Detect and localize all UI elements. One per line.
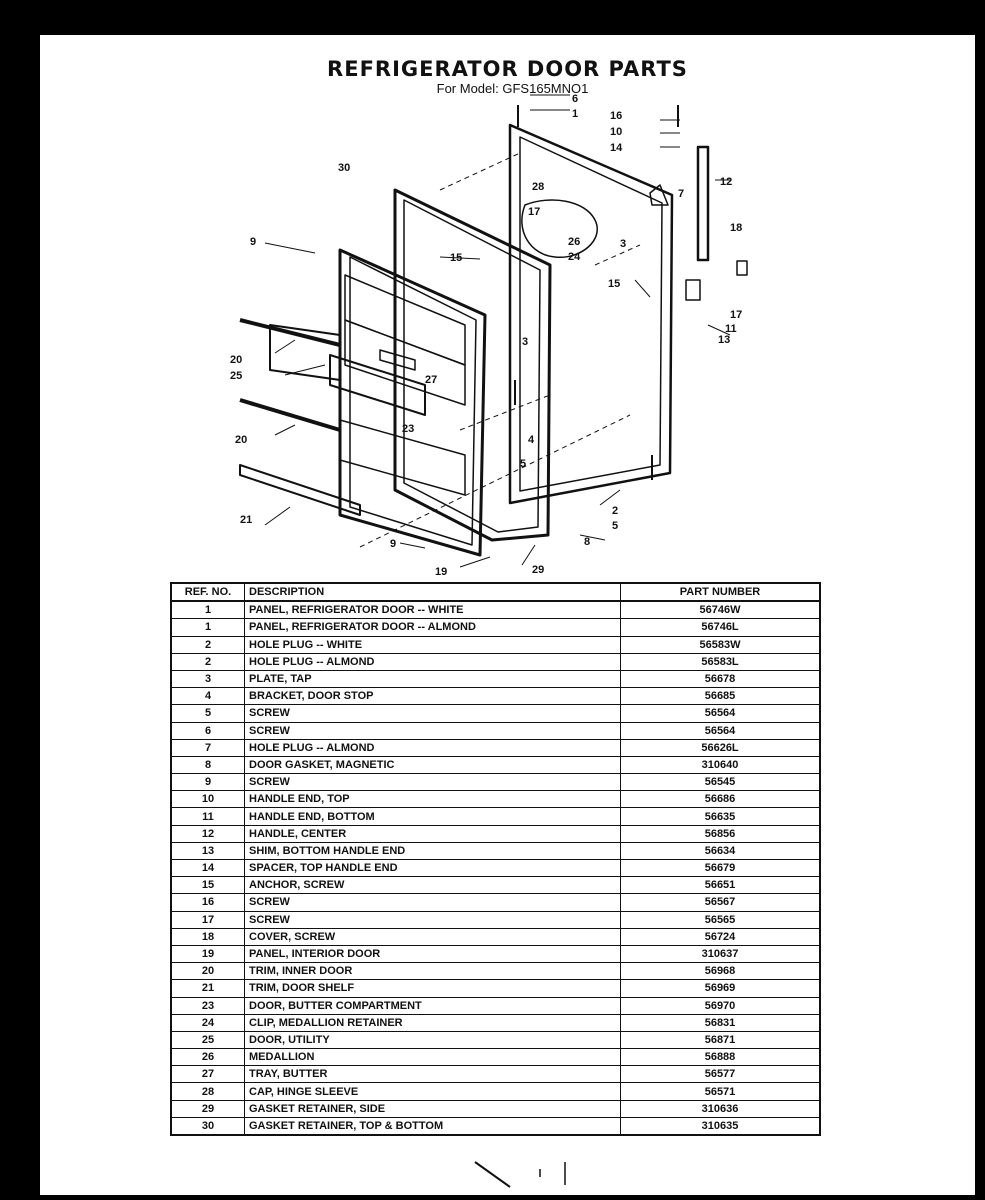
- cell-description: CLIP, MEDALLION RETAINER: [245, 1014, 621, 1031]
- callout-25: 25: [230, 370, 243, 382]
- callout-29: 29: [532, 564, 545, 575]
- cell-ref-no: 2: [171, 636, 245, 653]
- cell-part-number: 56679: [621, 860, 821, 877]
- cell-ref-no: 24: [171, 1014, 245, 1031]
- cell-part-number: 56970: [621, 997, 821, 1014]
- cell-part-number: 56678: [621, 670, 821, 687]
- callout-10: 10: [610, 126, 623, 138]
- callout-3-b: 3: [522, 336, 529, 348]
- cell-description: HOLE PLUG -- ALMOND: [245, 653, 621, 670]
- cell-ref-no: 27: [171, 1066, 245, 1083]
- callout-17-b: 17: [730, 309, 743, 321]
- table-row: [171, 722, 820, 739]
- cell-part-number: 56968: [621, 963, 821, 980]
- exploded-door-diagram: [40, 35, 975, 575]
- table-row: [171, 808, 820, 825]
- cell-description: CAP, HINGE SLEEVE: [245, 1083, 621, 1100]
- callout-16: 16: [610, 110, 623, 122]
- cell-ref-no: 10: [171, 791, 245, 808]
- cell-ref-no: 6: [171, 722, 245, 739]
- cell-part-number: 56685: [621, 688, 821, 705]
- cell-part-number: 56571: [621, 1083, 821, 1100]
- cell-ref-no: 11: [171, 808, 245, 825]
- callout-27: 27: [425, 374, 438, 386]
- cell-ref-no: 16: [171, 894, 245, 911]
- callout-17-a: 17: [528, 206, 541, 218]
- header-ref-no: REF. NO.: [171, 583, 245, 601]
- cell-part-number: 56746W: [621, 601, 821, 619]
- callout-15-b: 15: [608, 278, 621, 290]
- cell-part-number: 310640: [621, 756, 821, 773]
- table-row: [171, 636, 820, 653]
- cell-ref-no: 13: [171, 842, 245, 859]
- callout-24: 24: [568, 251, 581, 263]
- model-subtitle: For Model: GFS165MNO1: [436, 81, 589, 96]
- cell-part-number: 56888: [621, 1049, 821, 1066]
- callout-9-b: 9: [390, 538, 397, 550]
- cell-part-number: 56651: [621, 877, 821, 894]
- cell-ref-no: 19: [171, 945, 245, 962]
- cell-ref-no: 25: [171, 1031, 245, 1048]
- cell-ref-no: 4: [171, 688, 245, 705]
- cell-description: ANCHOR, SCREW: [245, 877, 621, 894]
- cell-ref-no: 3: [171, 670, 245, 687]
- callout-28: 28: [532, 181, 545, 193]
- scan-mark: [470, 1157, 590, 1197]
- callout-7: 7: [678, 188, 685, 200]
- callout-2: 2: [612, 505, 619, 517]
- cell-ref-no: 20: [171, 963, 245, 980]
- cell-part-number: 310635: [621, 1117, 821, 1135]
- cell-ref-no: 30: [171, 1117, 245, 1135]
- cell-part-number: 56635: [621, 808, 821, 825]
- callout-9-a: 9: [250, 236, 257, 248]
- parts-table: [170, 582, 821, 1136]
- cell-part-number: 56856: [621, 825, 821, 842]
- cell-description: HANDLE END, TOP: [245, 791, 621, 808]
- callout-13: 13: [718, 334, 731, 346]
- callout-4: 4: [528, 434, 535, 446]
- table-row: [171, 756, 820, 773]
- callout-18: 18: [730, 222, 743, 234]
- cell-part-number: 56583L: [621, 653, 821, 670]
- table-row: [171, 945, 820, 962]
- cell-description: COVER, SCREW: [245, 928, 621, 945]
- cell-ref-no: 15: [171, 877, 245, 894]
- cell-part-number: 56567: [621, 894, 821, 911]
- table-row: [171, 774, 820, 791]
- table-row: [171, 911, 820, 928]
- cell-description: MEDALLION: [245, 1049, 621, 1066]
- callout-11: 11: [725, 323, 737, 335]
- table-row: [171, 860, 820, 877]
- cell-ref-no: 1: [171, 601, 245, 619]
- cell-ref-no: 7: [171, 739, 245, 756]
- cell-part-number: 56724: [621, 928, 821, 945]
- cell-ref-no: 28: [171, 1083, 245, 1100]
- cell-description: SCREW: [245, 705, 621, 722]
- cell-ref-no: 26: [171, 1049, 245, 1066]
- table-row: [171, 739, 820, 756]
- cell-description: HOLE PLUG -- ALMOND: [245, 739, 621, 756]
- cell-part-number: 56545: [621, 774, 821, 791]
- table-row: [171, 1014, 820, 1031]
- cell-ref-no: 12: [171, 825, 245, 842]
- table-row: [171, 877, 820, 894]
- callout-15-a: 15: [450, 252, 463, 264]
- cell-description: SCREW: [245, 722, 621, 739]
- cell-part-number: 56746L: [621, 619, 821, 636]
- header-part-number: PART NUMBER: [621, 583, 821, 601]
- cell-description: TRIM, INNER DOOR: [245, 963, 621, 980]
- table-row: [171, 705, 820, 722]
- cell-ref-no: 23: [171, 997, 245, 1014]
- table-row: [171, 670, 820, 687]
- callout-21: 21: [240, 514, 253, 526]
- table-row: [171, 997, 820, 1014]
- table-row: [171, 1117, 820, 1135]
- cell-description: GASKET RETAINER, TOP & BOTTOM: [245, 1117, 621, 1135]
- cell-part-number: 56871: [621, 1031, 821, 1048]
- cell-description: HANDLE, CENTER: [245, 825, 621, 842]
- cell-part-number: 56583W: [621, 636, 821, 653]
- table-row: [171, 601, 820, 619]
- cell-description: SCREW: [245, 894, 621, 911]
- cell-part-number: 56686: [621, 791, 821, 808]
- cell-ref-no: 2: [171, 653, 245, 670]
- cell-description: SCREW: [245, 774, 621, 791]
- table-row: [171, 1031, 820, 1048]
- table-row: [171, 894, 820, 911]
- cell-description: DOOR GASKET, MAGNETIC: [245, 756, 621, 773]
- table-row: [171, 1083, 820, 1100]
- header-description: DESCRIPTION: [245, 583, 621, 601]
- table-row: [171, 1066, 820, 1083]
- cell-ref-no: 17: [171, 911, 245, 928]
- cell-ref-no: 18: [171, 928, 245, 945]
- cell-ref-no: 21: [171, 980, 245, 997]
- cell-description: SHIM, BOTTOM HANDLE END: [245, 842, 621, 859]
- table-row: [171, 1100, 820, 1117]
- table-row: [171, 963, 820, 980]
- cell-part-number: 56626L: [621, 739, 821, 756]
- table-row: [171, 688, 820, 705]
- page-title: REFRIGERATOR DOOR PARTS: [327, 57, 688, 81]
- table-row: [171, 825, 820, 842]
- cell-description: PLATE, TAP: [245, 670, 621, 687]
- cell-description: PANEL, REFRIGERATOR DOOR -- WHITE: [245, 601, 621, 619]
- cell-description: TRAY, BUTTER: [245, 1066, 621, 1083]
- callout-14: 14: [610, 142, 623, 154]
- callout-5-a: 5: [520, 458, 527, 470]
- table-row: [171, 619, 820, 636]
- callout-20-a: 20: [230, 354, 243, 366]
- cell-part-number: 56564: [621, 705, 821, 722]
- cell-description: BRACKET, DOOR STOP: [245, 688, 621, 705]
- cell-ref-no: 9: [171, 774, 245, 791]
- cell-description: TRIM, DOOR SHELF: [245, 980, 621, 997]
- callout-3-a: 3: [620, 238, 627, 250]
- cell-description: PANEL, REFRIGERATOR DOOR -- ALMOND: [245, 619, 621, 636]
- cell-part-number: 56577: [621, 1066, 821, 1083]
- cell-description: GASKET RETAINER, SIDE: [245, 1100, 621, 1117]
- cell-part-number: 56634: [621, 842, 821, 859]
- cell-ref-no: 29: [171, 1100, 245, 1117]
- callout-5-b: 5: [612, 520, 619, 532]
- cell-ref-no: 8: [171, 756, 245, 773]
- parts-sheet: [40, 35, 975, 1195]
- callout-26: 26: [568, 236, 581, 248]
- callout-20-b: 20: [235, 434, 248, 446]
- cell-part-number: 56831: [621, 1014, 821, 1031]
- table-row: [171, 1049, 820, 1066]
- cell-part-number: 56969: [621, 980, 821, 997]
- cell-part-number: 310636: [621, 1100, 821, 1117]
- table-row: [171, 842, 820, 859]
- table-row: [171, 980, 820, 997]
- table-header-row: [171, 583, 820, 601]
- parts-table-body: [171, 601, 820, 1135]
- cell-description: SCREW: [245, 911, 621, 928]
- cell-part-number: 310637: [621, 945, 821, 962]
- cell-part-number: 56565: [621, 911, 821, 928]
- cell-part-number: 56564: [621, 722, 821, 739]
- callout-6: 6: [572, 93, 579, 105]
- callout-30: 30: [338, 162, 351, 174]
- callout-19: 19: [435, 566, 448, 575]
- cell-description: DOOR, UTILITY: [245, 1031, 621, 1048]
- cell-description: DOOR, BUTTER COMPARTMENT: [245, 997, 621, 1014]
- callout-1: 1: [572, 108, 579, 120]
- cell-description: HANDLE END, BOTTOM: [245, 808, 621, 825]
- cell-ref-no: 1: [171, 619, 245, 636]
- cell-ref-no: 14: [171, 860, 245, 877]
- cell-description: HOLE PLUG -- WHITE: [245, 636, 621, 653]
- cell-description: SPACER, TOP HANDLE END: [245, 860, 621, 877]
- callout-8: 8: [584, 536, 591, 548]
- callout-23: 23: [402, 423, 415, 435]
- table-row: [171, 653, 820, 670]
- cell-description: PANEL, INTERIOR DOOR: [245, 945, 621, 962]
- cell-ref-no: 5: [171, 705, 245, 722]
- callout-12: 12: [720, 176, 733, 188]
- table-row: [171, 791, 820, 808]
- table-row: [171, 928, 820, 945]
